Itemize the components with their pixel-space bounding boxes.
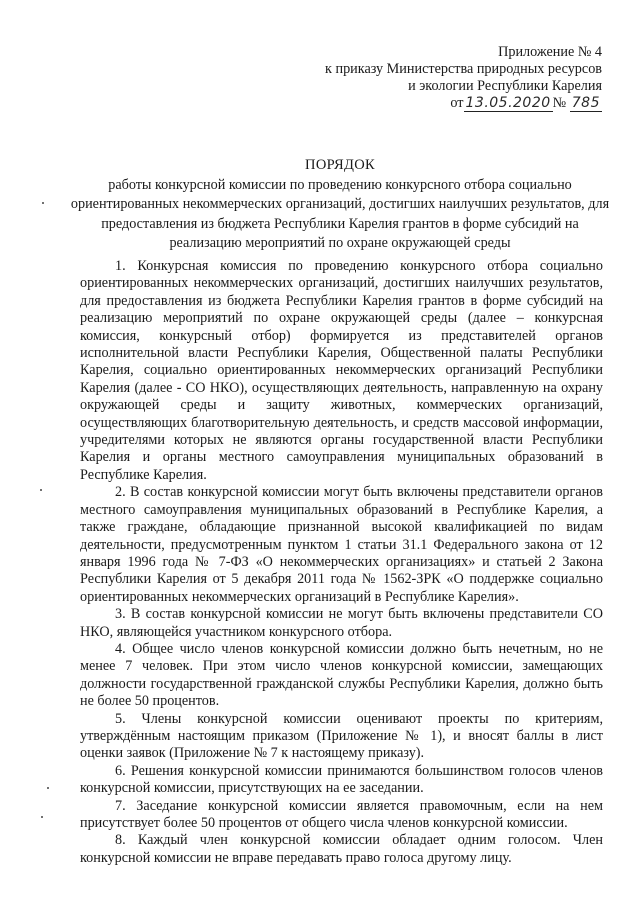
- handwritten-number: 785: [571, 95, 600, 111]
- scan-speck: [40, 489, 42, 491]
- paragraph-2: 2. В состав конкурсной комиссии могут быть включены представители органов местного самоуправления муниципальных образований в Республике Карелия, а также граждане, обладающие признанной высокой квалификацией по видам деятельности, предусмотренным пунктом 1 статьи 31.1 Федерального закона от 12 января 1996 года № 7-ФЗ «О некоммерческих организациях» и статьей 2 Закона Республики Карелия от 5 декабря 2011 года № 1562-ЗРК «О поддержке социально ориентированных некоммерческих организаций в Республике Карелия».: [80, 484, 603, 605]
- paragraph-3: 3. В состав конкурсной комиссии не могут быть включены представители СО НКО, являющейся участником конкурсного отбора.: [80, 606, 603, 640]
- paragraph-8: 8. Каждый член конкурсной комиссии обладает одним голосом. Член конкурсной комиссии не вправе передавать право голоса другому лицу.: [80, 832, 603, 866]
- number-label: №: [552, 95, 567, 111]
- title-line: реализацию мероприятий по охране окружающей среды: [169, 235, 511, 251]
- appendix-header: [282, 44, 602, 112]
- paragraph-5: 5. Члены конкурсной комиссии оценивают проекты по критериям, утверждённым настоящим приказом (Приложение № 1), и вносят баллы в лист оценки заявок (Приложение № 7 к настоящему приказу).: [80, 710, 603, 762]
- appendix-order-ref: к приказу Министерства природных ресурсов: [325, 61, 602, 77]
- scan-speck: [41, 816, 43, 818]
- appendix-number: Приложение № 4: [498, 44, 602, 60]
- date-prefix: от: [450, 95, 464, 111]
- paragraph-7: 7. Заседание конкурсной комиссии является правомочным, если на нем присутствует более 50 процентов от общего числа членов конкурсной комиссии.: [80, 797, 603, 831]
- appendix-date-line: [282, 95, 602, 112]
- paragraph-1: 1. Конкурсная комиссия по проведению конкурсного отбора социально ориентированных некоммерческих организаций, достигших наилучших результатов, для предоставления из бюджета Республики Карелия грантов в форме субсидий на реализацию мероприятий по охране окружающей среды (далее – конкурсная комиссия, конкурсный отбор) формируется из представителей органов исполнительной власти Республики Карелия, Общественной палаты Республики Карелия, социально ориентированных некоммерческих организаций Республики Карелия (далее - СО НКО), осуществляющих деятельность, направленную на охрану окружающей среды и защиту животных, коммерческих организаций, осуществляющих благотворительную деятельность, и средств массовой информации, учредителями которых не являются органы государственной власти Республики Карелия и органы местного самоуправления муниципальных образований в Республике Карелия.: [80, 258, 603, 483]
- scan-speck: [42, 202, 44, 204]
- appendix-ministry: и экологии Республики Карелия: [408, 78, 602, 94]
- paragraph-6: 6. Решения конкурсной комиссии принимаются большинством голосов членов конкурсной комиссии, присутствующих на ее заседании.: [80, 762, 603, 797]
- handwritten-date: 13.05.2020: [465, 95, 551, 111]
- title-line: ориентированных некоммерческих организаций, достигших наилучших результатов, для: [70, 196, 610, 212]
- scan-speck: [47, 787, 49, 789]
- document-title: [70, 156, 610, 254]
- title-line: работы конкурсной комиссии по проведению конкурсного отбора социально: [108, 176, 572, 193]
- title-line: предоставления из бюджета Республики Карелия грантов в форме субсидий на: [101, 215, 579, 232]
- title-heading: ПОРЯДОК: [305, 157, 375, 173]
- document-body: [80, 258, 603, 867]
- paragraph-4: 4. Общее число членов конкурсной комиссии должно быть нечетным, но не менее 7 человек. При этом число членов конкурсной комиссии, замещающих должности государственной гражданской службы Республики Карелия, должно быть не более 50 процентов.: [80, 640, 603, 710]
